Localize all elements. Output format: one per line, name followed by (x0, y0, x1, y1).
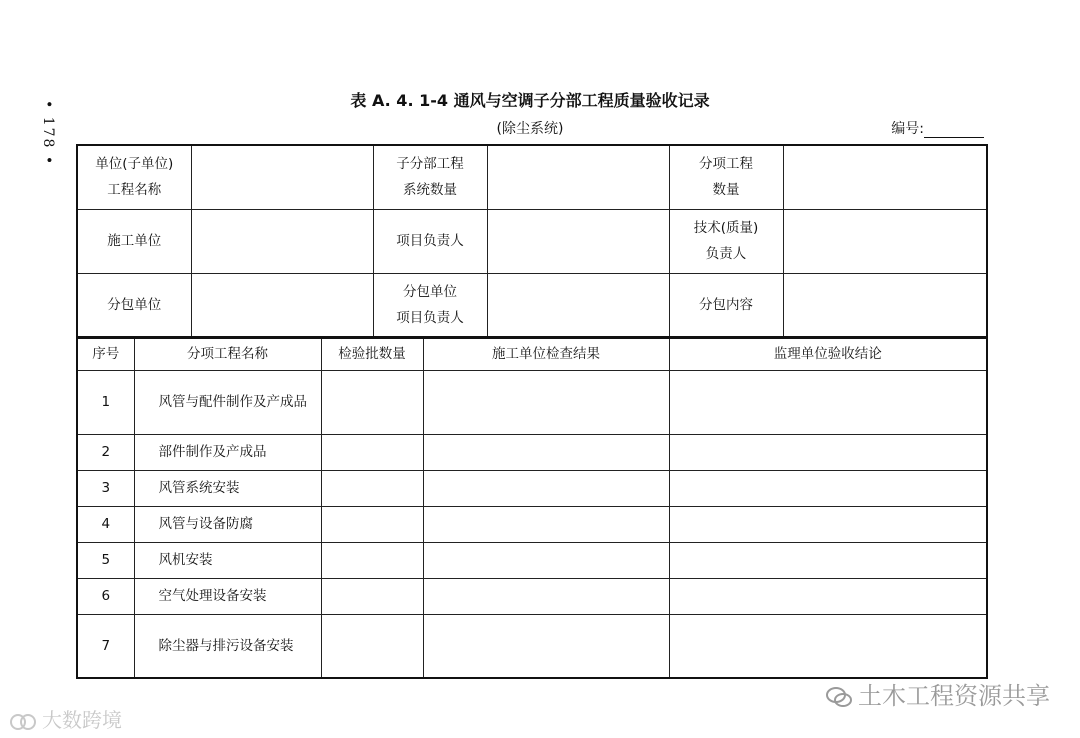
value-sub-division-count[interactable] (487, 145, 669, 209)
row-item-name: 风管与配件制作及产成品 (134, 370, 321, 434)
row-inspection-result[interactable] (423, 614, 669, 678)
row-no: 4 (77, 506, 134, 542)
label-subcontract-content: 分包内容 (669, 273, 783, 337)
table-row (77, 614, 987, 678)
row-supervision-conclusion[interactable] (669, 470, 987, 506)
value-subcontractor-manager[interactable] (487, 273, 669, 337)
table-row (77, 578, 987, 614)
row-inspection-result[interactable] (423, 434, 669, 470)
header-inspection-result: 施工单位检查结果 (423, 338, 669, 370)
table-row (77, 470, 987, 506)
row-batch-count[interactable] (321, 614, 423, 678)
brand-icon (10, 711, 36, 733)
row-inspection-result[interactable] (423, 470, 669, 506)
watermark-left (10, 704, 122, 733)
row-no: 7 (77, 614, 134, 678)
row-inspection-result[interactable] (423, 370, 669, 434)
row-batch-count[interactable] (321, 578, 423, 614)
value-unit-project-name[interactable] (191, 145, 373, 209)
row-item-name: 空气处理设备安装 (134, 578, 321, 614)
row-no: 6 (77, 578, 134, 614)
table-row (77, 506, 987, 542)
header-info-table (76, 144, 988, 338)
items-header-row (77, 338, 987, 370)
row-supervision-conclusion[interactable] (669, 542, 987, 578)
row-item-name: 风管系统安装 (134, 470, 321, 506)
row-batch-count[interactable] (321, 370, 423, 434)
row-supervision-conclusion[interactable] (669, 506, 987, 542)
row-item-name: 风管与设备防腐 (134, 506, 321, 542)
code-label: 编号: (891, 121, 924, 137)
page-number: • 178 • (40, 100, 56, 167)
row-item-name: 风机安装 (134, 542, 321, 578)
value-subcontract-content[interactable] (783, 273, 987, 337)
code-field (891, 118, 984, 138)
table-title: 表 A. 4. 1-4 通风与空调子分部工程质量验收记录 (350, 91, 710, 110)
header-item-name: 分项工程名称 (134, 338, 321, 370)
value-subcontractor[interactable] (191, 273, 373, 337)
value-tech-manager[interactable] (783, 209, 987, 273)
label-subcontractor-manager: 分包单位 项目负责人 (373, 273, 487, 337)
value-sub-item-count[interactable] (783, 145, 987, 209)
row-inspection-result[interactable] (423, 542, 669, 578)
watermark-right (826, 676, 1050, 711)
watermark-left-text: 大数跨境 (42, 708, 122, 732)
table-row (77, 434, 987, 470)
row-no: 2 (77, 434, 134, 470)
label-project-manager: 项目负责人 (373, 209, 487, 273)
label-unit-project-name: 单位(子单位) 工程名称 (77, 145, 191, 209)
row-batch-count[interactable] (321, 506, 423, 542)
header-supervision-conclusion: 监理单位验收结论 (669, 338, 987, 370)
label-sub-item-count: 分项工程 数量 (669, 145, 783, 209)
header-no: 序号 (77, 338, 134, 370)
items-table (76, 337, 988, 679)
wechat-icon (826, 686, 852, 708)
table-row (77, 542, 987, 578)
row-item-name: 部件制作及产成品 (134, 434, 321, 470)
row-inspection-result[interactable] (423, 506, 669, 542)
row-batch-count[interactable] (321, 542, 423, 578)
row-no: 1 (77, 370, 134, 434)
row-supervision-conclusion[interactable] (669, 370, 987, 434)
row-supervision-conclusion[interactable] (669, 434, 987, 470)
watermark-right-text: 土木工程资源共享 (858, 682, 1050, 710)
row-batch-count[interactable] (321, 434, 423, 470)
row-inspection-result[interactable] (423, 578, 669, 614)
row-batch-count[interactable] (321, 470, 423, 506)
value-construction-unit[interactable] (191, 209, 373, 273)
label-tech-manager: 技术(质量) 负责人 (669, 209, 783, 273)
label-subcontractor: 分包单位 (77, 273, 191, 337)
row-no: 3 (77, 470, 134, 506)
label-sub-division-count: 子分部工程 系统数量 (373, 145, 487, 209)
header-batch-count: 检验批数量 (321, 338, 423, 370)
row-no: 5 (77, 542, 134, 578)
label-construction-unit: 施工单位 (77, 209, 191, 273)
row-supervision-conclusion[interactable] (669, 578, 987, 614)
code-blank-line (924, 123, 984, 138)
row-supervision-conclusion[interactable] (669, 614, 987, 678)
value-project-manager[interactable] (487, 209, 669, 273)
row-item-name: 除尘器与排污设备安装 (134, 614, 321, 678)
table-subtitle: (除尘系统) (496, 121, 564, 137)
table-row (77, 370, 987, 434)
